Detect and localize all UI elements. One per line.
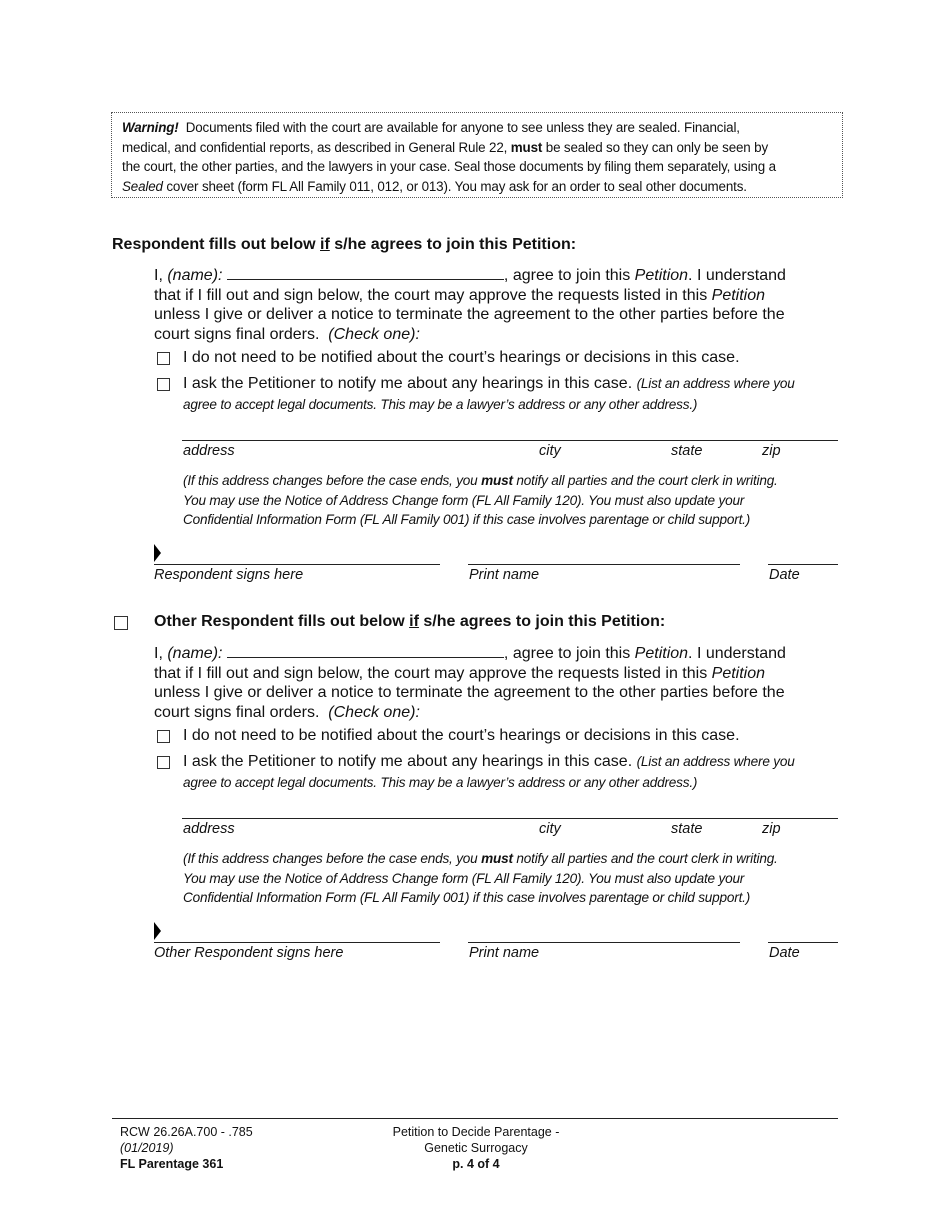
other-respondent-address-change-note: (If this address changes before the case ends, you must notify all parties and the court clerk in writing. You may use the Notice of Address Change form (FL All Family 120). You must also update your Confidential Information Form (FL All Family 001) if this case involves parentage or child support.) bbox=[183, 851, 778, 905]
footer-divider bbox=[112, 1118, 838, 1119]
footer-page-number: p. 4 of 4 bbox=[452, 1157, 500, 1171]
respondent-notify-checkbox[interactable] bbox=[157, 378, 170, 391]
footer-left bbox=[120, 1124, 253, 1172]
other-respondent-checkbox[interactable] bbox=[114, 616, 128, 630]
other-respondent-notify-note: agree to accept legal documents. This may be a lawyer’s address or any other address.) bbox=[183, 775, 698, 790]
other-respondent-date-line[interactable] bbox=[768, 942, 838, 943]
other-respondent-no-notify-label: I do not need to be notified about the court’s hearings or decisions in this case. bbox=[183, 727, 740, 744]
respondent-notify-label: I ask the Petitioner to notify me about any hearings in this case. (List an address where you bbox=[183, 375, 795, 392]
other-respondent-print-name-line[interactable] bbox=[468, 942, 740, 943]
sign-here-arrow-icon bbox=[154, 544, 161, 562]
other-respondent-agreement-paragraph: I, (name): , agree to join this Petition. I understand that if I fill out and sign below, the court may approve the requests listed in this Petition unless I give or deliver a notice to terminate the agreement to the other parties before the court signs final orders. (Check one): bbox=[154, 642, 844, 722]
other-respondent-notify-checkbox[interactable] bbox=[157, 756, 170, 769]
respondent-agreement-paragraph: I, (name): , agree to join this Petition. I understand that if I fill out and sign below, the court may approve the requests listed in this Petition unless I give or deliver a notice to terminate the agreement to the other parties before the court signs final orders. (Check one): bbox=[154, 264, 844, 344]
other-respondent-heading: Other Respondent fills out below if s/he agrees to join this Petition: bbox=[154, 613, 666, 630]
date-label: Date bbox=[769, 567, 800, 583]
respondent-heading: Respondent fills out below if s/he agrees to join this Petition: bbox=[112, 236, 577, 253]
respondent-address-line[interactable] bbox=[182, 440, 838, 441]
date-label: Date bbox=[769, 945, 800, 961]
zip-label: zip bbox=[762, 821, 781, 837]
sealed-documents-warning bbox=[111, 112, 843, 198]
warning-lead: Warning! bbox=[122, 120, 179, 135]
respondent-notify-note: agree to accept legal documents. This may be a lawyer’s address or any other address.) bbox=[183, 397, 698, 412]
print-name-label: Print name bbox=[469, 945, 540, 961]
warning-text: medical, and confidential reports, as described in General Rule 22, bbox=[122, 139, 508, 155]
footer-revision: (01/2019) bbox=[120, 1141, 174, 1155]
warning-text: the court, the other parties, and the lawyers in your case. Seal those documents by filing them separately, using a bbox=[122, 159, 776, 174]
city-label: city bbox=[539, 443, 561, 459]
footer-center bbox=[366, 1124, 586, 1172]
warning-sealed: Sealed bbox=[122, 178, 163, 194]
address-label: address bbox=[183, 443, 235, 459]
zip-label: zip bbox=[762, 443, 781, 459]
respondent-no-notify-label: I do not need to be notified about the court’s hearings or decisions in this case. bbox=[183, 349, 740, 366]
state-label: state bbox=[671, 821, 703, 837]
footer-rcw: RCW 26.26A.700 - .785 bbox=[120, 1125, 253, 1139]
respondent-sign-label: Respondent signs here bbox=[154, 567, 304, 583]
state-label: state bbox=[671, 443, 703, 459]
footer-subtitle: Genetic Surrogacy bbox=[424, 1141, 528, 1155]
respondent-name-field[interactable] bbox=[227, 264, 504, 280]
address-label: address bbox=[183, 821, 235, 837]
city-label: city bbox=[539, 821, 561, 837]
respondent-print-name-line[interactable] bbox=[468, 564, 740, 565]
other-respondent-address-line[interactable] bbox=[182, 818, 838, 819]
sign-here-arrow-icon bbox=[154, 922, 161, 940]
respondent-address-change-note: (If this address changes before the case ends, you must notify all parties and the court clerk in writing. You may use the Notice of Address Change form (FL All Family 120). You must also update your Confidential Information Form (FL All Family 001) if this case involves parentage or child support.) bbox=[183, 473, 778, 527]
warning-text: be sealed so they can only be seen by bbox=[545, 139, 769, 155]
other-respondent-sign-label: Other Respondent signs here bbox=[154, 945, 344, 961]
other-respondent-signature-line[interactable] bbox=[154, 942, 440, 943]
respondent-date-line[interactable] bbox=[768, 564, 838, 565]
other-respondent-name-field[interactable] bbox=[227, 642, 504, 658]
footer-title: Petition to Decide Parentage - bbox=[392, 1125, 560, 1139]
other-respondent-no-notify-checkbox[interactable] bbox=[157, 730, 170, 743]
respondent-signature-line[interactable] bbox=[154, 564, 440, 565]
print-name-label: Print name bbox=[469, 567, 540, 583]
warning-text: cover sheet (form FL All Family 011, 012, or 013). You may ask for an order to seal other documents. bbox=[166, 178, 747, 194]
warning-must: must bbox=[510, 139, 543, 155]
warning-text: Documents filed with the court are available for anyone to see unless they are sealed. Financial, bbox=[185, 120, 740, 135]
other-respondent-notify-label: I ask the Petitioner to notify me about any hearings in this case. (List an address where you bbox=[183, 753, 795, 770]
footer-form-id: FL Parentage 361 bbox=[120, 1157, 224, 1171]
respondent-no-notify-checkbox[interactable] bbox=[157, 352, 170, 365]
